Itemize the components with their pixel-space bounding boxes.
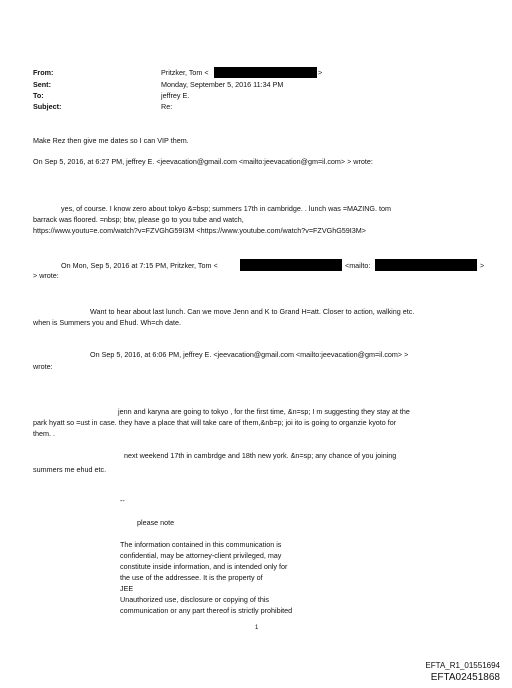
- subject-value: Re:: [161, 102, 173, 111]
- sent-value: Monday, September 5, 2016 11:34 PM: [161, 80, 284, 89]
- sent-label: Sent:: [33, 80, 51, 89]
- message-line: jenn and karyna are going to tokyo , for the first time, &n=sp; I m suggesting they stay at the: [118, 407, 410, 416]
- disclaimer-line: the use of the addressee. It is the property of: [120, 573, 263, 582]
- quote-wrote: wrote:: [33, 362, 53, 371]
- redaction-box: [214, 67, 317, 78]
- signature-separator: --: [120, 496, 125, 505]
- message-line: summers me ehud etc.: [33, 465, 107, 474]
- subject-label: Subject:: [33, 102, 62, 111]
- quote-header: On Sep 5, 2016, at 6:27 PM, jeffrey E. <jeevacation@gmail.com <mailto:jeevacation@gm=il.com> > wrote:: [33, 157, 373, 166]
- quote-header: On Mon, Sep 5, 2016 at 7:15 PM, Pritzker, Tom <: [61, 261, 218, 270]
- disclaimer-line: Unauthorized use, disclosure or copying of this: [120, 595, 270, 604]
- quote-header-mailto: <mailto:: [345, 261, 371, 270]
- quote-header-tail: >: [480, 261, 485, 270]
- to-label: To:: [33, 91, 44, 100]
- quote-header: On Sep 5, 2016, at 6:06 PM, jeffrey E. <jeevacation@gmail.com <mailto:jeevacation@gm=il.com> >: [90, 350, 409, 359]
- quote-wrote: > wrote:: [33, 271, 59, 280]
- redaction-box: [240, 259, 342, 271]
- to-value: jeffrey E.: [161, 91, 190, 100]
- page-number: 1: [255, 625, 259, 631]
- disclaimer-line: constitute inside information, and is intended only for: [120, 562, 288, 571]
- please-note: please note: [137, 518, 175, 527]
- disclaimer-line: communication or any part thereof is strictly prohibited: [120, 606, 293, 615]
- message-line: barrack was floored. =nbsp; btw, please go to you tube and watch,: [33, 215, 244, 224]
- message-line: Want to hear about last lunch. Can we move Jenn and K to Grand H=att. Closer to action, walking etc.: [90, 307, 415, 316]
- message-line: when is Summers you and Ehud. Wh=ch date.: [33, 318, 182, 327]
- message-line: next weekend 17th in cambrdge and 18th new york. &n=sp; any chance of you joining: [124, 451, 397, 460]
- message-line: them. .: [33, 429, 55, 438]
- message-line: park hyatt so =ust in case. they have a place that will take care of them,&nb=p; joi ito is going to organzie kyoto for: [33, 418, 397, 427]
- disclaimer-line: confidential, may be attorney-client privileged, may: [120, 551, 282, 560]
- message-line: https://www.youtu=e.com/watch?v=FZVGhG59I3M <https://www.youtube.com/watch?v=FZVGhG59I3M>: [33, 226, 366, 235]
- from-value: Pritzker, Tom <: [161, 68, 209, 77]
- bates-number-2: EFTA02451868: [430, 672, 500, 683]
- redaction-box: [375, 259, 477, 271]
- message-text: Make Rez then give me dates so I can VIP them.: [33, 136, 189, 145]
- disclaimer-line: The information contained in this communication is: [120, 540, 282, 549]
- bates-number-1: EFTA_R1_01551694: [425, 661, 500, 670]
- disclaimer-line: JEE: [120, 584, 134, 593]
- message-line: yes, of course. I know zero about tokyo &=bsp; summers 17th in cambridge. . lunch was =MAZING. tom: [61, 204, 391, 213]
- from-label: From:: [33, 68, 54, 77]
- from-tail: >: [318, 68, 323, 77]
